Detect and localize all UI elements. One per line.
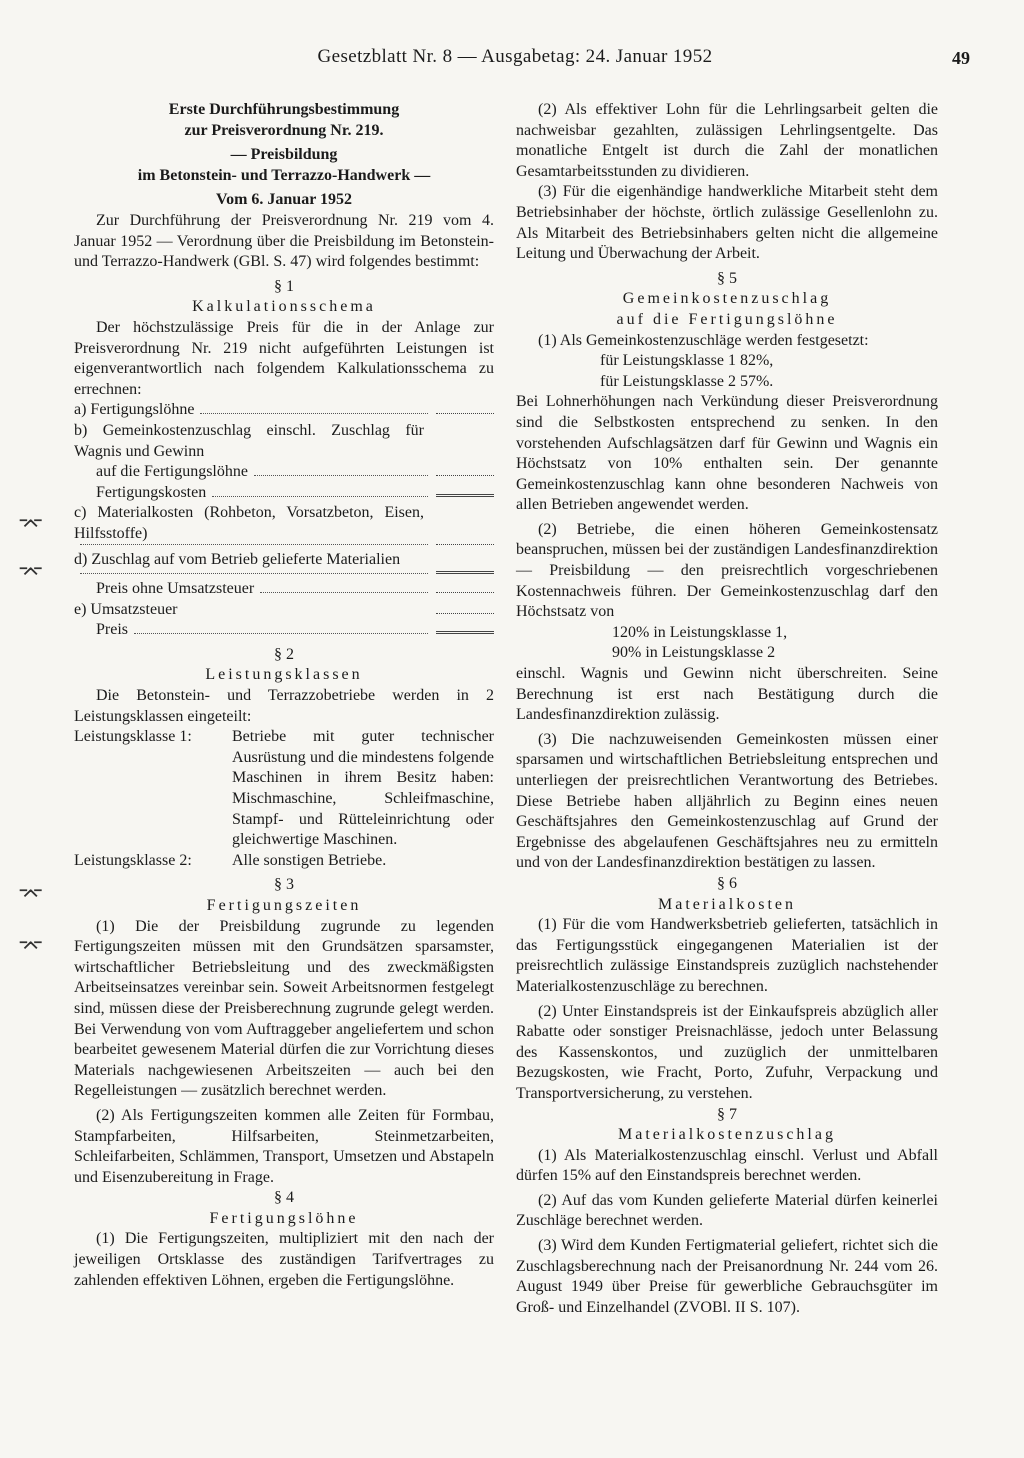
s3-heading: Fertigungszeiten [206, 896, 362, 914]
s6-paragraph-1: (1) Für die vom Handwerksbetrieb gelieferten, tatsächlich in das Fertigungsstück eingegangenen Materialien ist der preisrechtlich zulässige Einstandspreis zuzüglich nachstehender Materialkostenzuschläge zu berechnen. [516, 916, 938, 995]
s4-paragraph-2: (2) Als effektiver Lohn für die Lehrlingsarbeit gelten die nachweisbar gezahlten, zulässigen Lehrlingsentgelte. Das monatliche Entgelt ist durch die Zahl der monatlichen Gesamtarbeitsstunden zu dividieren. [516, 101, 938, 180]
scheme-row-preis [74, 620, 494, 641]
s7-paragraph-2: (2) Auf das vom Kunden gelieferte Material dürfen keinerlei Zuschläge berechnet werden. [516, 1191, 938, 1230]
s3-number: § 3 [274, 876, 294, 894]
doc-date: Vom 6. Januar 1952 [215, 191, 353, 209]
doc-intro: Zur Durchführung der Preisverordnung Nr. 219 vom 4. Januar 1952 — Verordnung über die Preisbildung im Betonstein- und Terrazzo-Handwerk (GBl. S. 47) wird folgendes bestimmt: [74, 211, 494, 271]
class-2-label: Leistungsklasse 2: [74, 851, 192, 869]
s6-heading: Materialkosten [658, 895, 796, 913]
class-1-text: Betriebe mit guter technischer Ausrüstung und die mindestens folgende Maschinen in ihrem Besitz haben: Mischmaschine, Schleifmaschine, Stampf- und Rütteleinrichtung oder gleichwertige Maschinen. [232, 728, 494, 849]
doc-title-line2: zur Preisverordnung Nr. 219. [184, 121, 384, 139]
s1-number: § 1 [274, 277, 294, 295]
s5-max-class-2: 90% in Leistungsklasse 2 [612, 644, 776, 662]
s4-paragraph-3: (3) Für die eigenhändige handwerkliche Mitarbeit steht dem Betriebsinhaber der höchste, örtlich zulässige Gesellenlohn zu. Als Mitarbeit des Betriebsinhabers gelten nicht die allgemeine Leitung und Überwachung der Arbeit. [516, 183, 938, 263]
page-header [60, 46, 970, 76]
scheme-row-pou [74, 579, 494, 600]
s5-heading-line2: auf die Fertigungslöhne [616, 310, 838, 328]
s1-heading: Kalkulationsschema [192, 298, 376, 316]
s6-paragraph-2: (2) Unter Einstandspreis ist der Einkaufspreis abzüglich aller Rabatte oder sonstiger Preisnachlässe, jedoch unter Belassung des Kassenskontos, und zuzüglich der unmittelbaren Bezugskosten, wie Fracht, Porto, Zufuhr, Verpackung und Transportversicherung, zu verstehen. [516, 1002, 938, 1102]
scheme-row-a [74, 400, 494, 421]
class-2-entry [74, 851, 494, 872]
margin-mark-icon: ⌤ [18, 512, 44, 537]
scheme-label-e: e) Umsatzsteuer [74, 600, 178, 618]
scheme-label-b: b) Gemeinkostenzuschlag einschl. Zuschlag für Wagnis und Gewinn [74, 421, 424, 460]
s5-rate-class-2: für Leistungsklasse 2 57%. [600, 372, 774, 390]
header-title: Gesetzblatt Nr. 8 — Ausgabetag: 24. Januar 1952 [317, 46, 713, 67]
scheme-row-e [74, 600, 494, 621]
scheme-label-b2: auf die Fertigungslöhne [96, 463, 248, 481]
scheme-label-preis: Preis [96, 621, 128, 639]
scheme-row-fk [74, 483, 494, 504]
s7-heading: Materialkostenzuschlag [618, 1126, 836, 1144]
s3-paragraph-1: (1) Die der Preisbildung zugrunde zu legenden Fertigungszeiten müssen mit den Grundsätzen sparsamster, wirtschaftlicher Betriebsleitung und des zweckmäßigsten Arbeitseinsatzes vereinbar sein. Soweit Arbeitsnormen festgelegt sind, müssen diese der Preisberechnung zugrunde gelegt werden. Bei Verwendung von vom Auftraggeber angeliefertem und schon bearbeitet gewesenem Material dürfen die zur Vorrichtung dieses Materials nachgewiesenen Arbeitszeiten — auch bei den Regelleistungen — zusätzlich berechnet werden. [74, 917, 494, 1100]
doc-subtitle-line1: — Preisbildung [230, 146, 338, 164]
s5-paragraph-1b: Bei Lohnerhöhungen nach Verkündung dieser Preisverordnung sind die Selbstkosten entsprechend zu senken. In den vorstehenden Aufschlagsätzen darf für Gewinn und Wagnis ein Höchstsatz von 10% enthalten sein. Der genannte Gemeinkostenzuschlag kann ohne besonderen Nachweis von allen Betrieben angewendet werden. [516, 393, 938, 514]
doc-title-line1: Erste Durchführungsbestimmung [168, 101, 400, 118]
s5-max-class-1: 120% in Leistungsklasse 1, [612, 623, 788, 641]
s3-paragraph-2: (2) Als Fertigungszeiten kommen alle Zeiten für Formbau, Stampfarbeiten, Hilfsarbeiten, Steinmetzarbeiten, Schleifarbeiten, Schlämmen, Transport, Umsetzen und Abstapeln und Eisenzubereitung in Frage. [74, 1106, 494, 1186]
s5-paragraph-3: (3) Die nachzuweisenden Gemeinkosten müssen einer sparsamen und wirtschaftlichen Betriebsleitung entsprechen und unterliegen der preisrechtlichen Verantwortung des Betriebes. Diese Betriebe haben alljährlich zu Beginn eines neuen Geschäftsjahres den Gemeinkostenzuschlag auf Grund der Ergebnisse des abgelaufenen Geschäftsjahres neu zu ermitteln und von der Landesfinanzdirektion bestätigen zu lassen. [516, 730, 938, 872]
s5-paragraph-1: (1) Als Gemeinkostenzuschläge werden festgesetzt: [538, 331, 869, 349]
s7-paragraph-3: (3) Wird dem Kunden Fertigmaterial geliefert, richtet sich die Zuschlagsberechnung nach der Preisanordnung Nr. 244 vom 26. August 1949 über Preise für gewerbliche Gebrauchsgüter im Groß- und Einzelhandel (ZVOBl. II S. 107). [516, 1237, 938, 1316]
s2-text: Die Betonstein- und Terrazzobetriebe werden in 2 Leistungsklassen eingeteilt: [74, 687, 494, 725]
margin-mark-icon: ⌤ [18, 934, 44, 959]
left-column [74, 100, 494, 1291]
page-number: 49 [952, 48, 970, 68]
class-1-label: Leistungsklasse 1: [74, 728, 192, 746]
s4-paragraph-1: (1) Die Fertigungszeiten, multipliziert mit den nach der jeweiligen Ortsklasse des zuständigen Tarifvertrages zu zahlenden effektiven Löhnen, ergeben die Fertigungslöhne. [74, 1230, 494, 1289]
margin-mark-icon: ⌤ [18, 882, 44, 907]
s7-paragraph-1: (1) Als Materialkostenzuschlag einschl. Verlust und Abfall dürfen 15% auf den Einstandspreis berechnet werden. [516, 1146, 938, 1185]
scheme-label-fk: Fertigungskosten [96, 483, 207, 501]
s2-number: § 2 [274, 645, 294, 663]
class-1-entry [74, 727, 494, 851]
s4-number: § 4 [274, 1189, 294, 1207]
s6-number: § 6 [717, 874, 737, 892]
class-2-text: Alle sonstigen Betriebe. [232, 851, 387, 869]
s5-paragraph-2b: einschl. Wagnis und Gewinn nicht überschreiten. Seine Berechnung ist erst nach Bestätigung durch die Landesfinanzdirektion zulässig. [516, 665, 938, 724]
s7-number: § 7 [717, 1105, 737, 1123]
scheme-label-c: c) Materialkosten (Rohbeton, Vorsatzbeton, Eisen, Hilfsstoffe) [74, 504, 424, 542]
s5-number: § 5 [717, 269, 737, 287]
scheme-label-a: a) Fertigungslöhne [74, 401, 195, 419]
s5-paragraph-2: (2) Betriebe, die einen höheren Gemeinkostensatz beanspruchen, müssen bei der zuständigen Landesfinanzdirektion — Preisbildung — den preisrechtlich vorgeschriebenen Kostennachweis führen. Der Gemeinkostenzuschlag darf den Höchstsatz von [516, 520, 938, 621]
margin-mark-icon: ⌤ [18, 560, 44, 585]
s2-heading: Leistungsklassen [205, 666, 363, 684]
doc-subtitle-line2: im Betonstein- und Terrazzo-Handwerk — [137, 166, 431, 184]
scheme-label-pou: Preis ohne Umsatzsteuer [96, 580, 255, 598]
right-column [516, 100, 938, 1318]
s5-rate-class-1: für Leistungsklasse 1 82%, [600, 352, 774, 370]
s4-heading: Fertigungslöhne [209, 1209, 359, 1227]
scheme-row-b [74, 462, 494, 483]
scheme-label-d: d) Zuschlag auf vom Betrieb gelieferte Materialien [74, 551, 401, 569]
scheme-row-d [74, 571, 494, 579]
s1-text: Der höchstzulässige Preis für die in der Anlage zur Preisverordnung Nr. 219 nicht aufgeführten Leistungen ist eigenverantwortlich nach folgendem Kalkulationsschema zu errechnen: [74, 318, 494, 398]
s5-heading-line1: Gemeinkostenzuschlag [622, 290, 832, 308]
